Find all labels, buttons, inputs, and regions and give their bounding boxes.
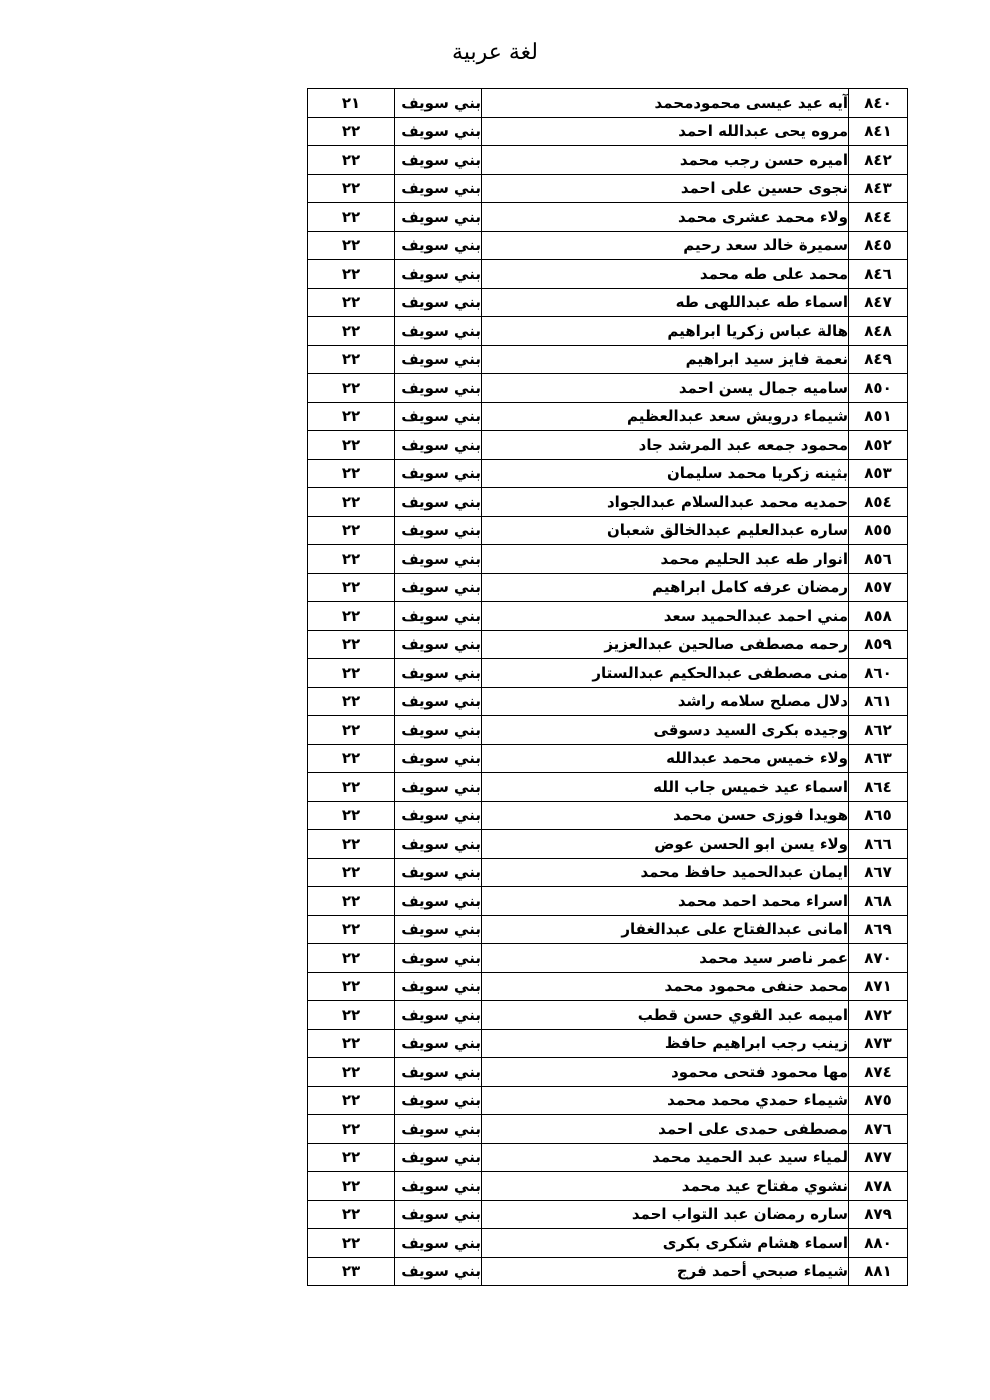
student-name: شيماء درويش سعد عبدالعظيم <box>482 402 849 431</box>
group-code: ٢٢ <box>308 402 395 431</box>
group-code: ٢٢ <box>308 830 395 859</box>
group-code: ٢٢ <box>308 1229 395 1258</box>
governorate: بني سويف <box>395 260 482 289</box>
table-row <box>308 402 908 431</box>
table-row <box>308 830 908 859</box>
table-row <box>308 1200 908 1229</box>
governorate: بني سويف <box>395 402 482 431</box>
student-name: امانى عبدالفتاح على عبدالغفار <box>482 915 849 944</box>
table-row <box>308 374 908 403</box>
row-number: ٨٤٧ <box>849 288 908 317</box>
table-row <box>308 488 908 517</box>
student-name: ايمان عبدالحميد حافظ محمد <box>482 858 849 887</box>
table-row <box>308 944 908 973</box>
governorate: بني سويف <box>395 887 482 916</box>
row-number: ٨٤٦ <box>849 260 908 289</box>
student-name: مها محمود فتحى محمود <box>482 1058 849 1087</box>
group-code: ٢٢ <box>308 858 395 887</box>
group-code: ٢٢ <box>308 488 395 517</box>
table-row <box>308 288 908 317</box>
student-name: اميره حسن رجب محمد <box>482 146 849 175</box>
group-code: ٢٢ <box>308 1086 395 1115</box>
student-name: هالة عباس زكريا ابراهيم <box>482 317 849 346</box>
table-row <box>308 773 908 802</box>
group-code: ٢٢ <box>308 317 395 346</box>
row-number: ٨٥٣ <box>849 459 908 488</box>
student-name: اسراء محمد احمد محمد <box>482 887 849 916</box>
governorate: بني سويف <box>395 203 482 232</box>
governorate: بني سويف <box>395 516 482 545</box>
table-row <box>308 858 908 887</box>
table-row <box>308 972 908 1001</box>
student-name: ساره رمضان عبد التواب احمد <box>482 1200 849 1229</box>
row-number: ٨٥١ <box>849 402 908 431</box>
row-number: ٨٤٣ <box>849 174 908 203</box>
student-name: محمد على طه محمد <box>482 260 849 289</box>
student-name: منى مصطفى عبدالحكيم عبدالستار <box>482 659 849 688</box>
governorate: بني سويف <box>395 1200 482 1229</box>
governorate: بني سويف <box>395 1257 482 1286</box>
page-title: لغة عربية <box>452 40 538 65</box>
row-number: ٨٨٠ <box>849 1229 908 1258</box>
table-row <box>308 687 908 716</box>
table-row <box>308 573 908 602</box>
student-name: محمد حنفى محمود محمد <box>482 972 849 1001</box>
student-name: ولاء يسن ابو الحسن عوض <box>482 830 849 859</box>
governorate: بني سويف <box>395 317 482 346</box>
group-code: ٢٢ <box>308 374 395 403</box>
group-code: ٢٢ <box>308 744 395 773</box>
governorate: بني سويف <box>395 488 482 517</box>
group-code: ٢٢ <box>308 1001 395 1030</box>
governorate: بني سويف <box>395 1115 482 1144</box>
row-number: ٨٤٠ <box>849 89 908 118</box>
row-number: ٨٥٩ <box>849 630 908 659</box>
student-name: نعمة فايز سيد ابراهيم <box>482 345 849 374</box>
student-name: رحمه مصطفى صالحين عبدالعزيز <box>482 630 849 659</box>
student-name: هويدا فوزى حسن محمد <box>482 801 849 830</box>
table-row <box>308 1115 908 1144</box>
student-name: رمضان عرفه كامل ابراهيم <box>482 573 849 602</box>
group-code: ٢٢ <box>308 431 395 460</box>
student-name: زينب رجب ابراهيم حافظ <box>482 1029 849 1058</box>
student-name: مروه يحى عبدالله احمد <box>482 117 849 146</box>
group-code: ٢٢ <box>308 174 395 203</box>
row-number: ٨٦٤ <box>849 773 908 802</box>
governorate: بني سويف <box>395 1001 482 1030</box>
student-name: مني احمد عبدالحميد سعد <box>482 602 849 631</box>
table-row <box>308 744 908 773</box>
row-number: ٨٤٨ <box>849 317 908 346</box>
student-name: ساميه جمال يسن احمد <box>482 374 849 403</box>
table-row <box>308 1058 908 1087</box>
student-name: مصطفى حمدى على احمد <box>482 1115 849 1144</box>
governorate: بني سويف <box>395 659 482 688</box>
group-code: ٢٢ <box>308 687 395 716</box>
governorate: بني سويف <box>395 830 482 859</box>
row-number: ٨٥٦ <box>849 545 908 574</box>
group-code: ٢٢ <box>308 1143 395 1172</box>
student-name: اسماء عيد خميس جاب الله <box>482 773 849 802</box>
table-row <box>308 887 908 916</box>
table-row <box>308 602 908 631</box>
row-number: ٨٦٦ <box>849 830 908 859</box>
table-row <box>308 317 908 346</box>
row-number: ٨٥٠ <box>849 374 908 403</box>
row-number: ٨٥٤ <box>849 488 908 517</box>
governorate: بني سويف <box>395 602 482 631</box>
student-name: ولاء خميس محمد عبدالله <box>482 744 849 773</box>
table-row <box>308 146 908 175</box>
governorate: بني سويف <box>395 1229 482 1258</box>
governorate: بني سويف <box>395 573 482 602</box>
table-row <box>308 915 908 944</box>
row-number: ٨٤٥ <box>849 231 908 260</box>
row-number: ٨٦٠ <box>849 659 908 688</box>
governorate: بني سويف <box>395 1143 482 1172</box>
governorate: بني سويف <box>395 1029 482 1058</box>
student-name: نجوى حسين على احمد <box>482 174 849 203</box>
group-code: ٢٢ <box>308 972 395 1001</box>
table-row <box>308 1086 908 1115</box>
row-number: ٨٦٣ <box>849 744 908 773</box>
table-row <box>308 89 908 118</box>
row-number: ٨٧٣ <box>849 1029 908 1058</box>
student-name: سميرة خالد سعد رحيم <box>482 231 849 260</box>
group-code: ٢٢ <box>308 345 395 374</box>
row-number: ٨٦٥ <box>849 801 908 830</box>
table-row <box>308 459 908 488</box>
table-row <box>308 117 908 146</box>
group-code: ٢٢ <box>308 516 395 545</box>
student-name: حمديه محمد عبدالسلام عبدالجواد <box>482 488 849 517</box>
governorate: بني سويف <box>395 345 482 374</box>
row-number: ٨٥٢ <box>849 431 908 460</box>
student-name: شيماء حمدي محمد محمد <box>482 1086 849 1115</box>
table-row <box>308 801 908 830</box>
row-number: ٨٦٨ <box>849 887 908 916</box>
group-code: ٢٢ <box>308 231 395 260</box>
table-row <box>308 1143 908 1172</box>
group-code: ٢٢ <box>308 1058 395 1087</box>
governorate: بني سويف <box>395 801 482 830</box>
row-number: ٨٤٤ <box>849 203 908 232</box>
table-row <box>308 1229 908 1258</box>
governorate: بني سويف <box>395 374 482 403</box>
table-row <box>308 231 908 260</box>
row-number: ٨٧٦ <box>849 1115 908 1144</box>
roster-table <box>307 88 908 1286</box>
group-code: ٢٢ <box>308 602 395 631</box>
student-name: دلال مصلح سلامه راشد <box>482 687 849 716</box>
table-row <box>308 345 908 374</box>
governorate: بني سويف <box>395 431 482 460</box>
group-code: ٢٢ <box>308 117 395 146</box>
group-code: ٢٢ <box>308 146 395 175</box>
governorate: بني سويف <box>395 545 482 574</box>
row-number: ٨٦٧ <box>849 858 908 887</box>
table-row <box>308 1257 908 1286</box>
row-number: ٨٥٨ <box>849 602 908 631</box>
governorate: بني سويف <box>395 89 482 118</box>
group-code: ٢٢ <box>308 716 395 745</box>
group-code: ٢٢ <box>308 573 395 602</box>
group-code: ٢٢ <box>308 1029 395 1058</box>
row-number: ٨٨١ <box>849 1257 908 1286</box>
group-code: ٢٢ <box>308 288 395 317</box>
row-number: ٨٧٧ <box>849 1143 908 1172</box>
student-name: اسماء هشام شكرى بكرى <box>482 1229 849 1258</box>
governorate: بني سويف <box>395 288 482 317</box>
table-row <box>308 716 908 745</box>
governorate: بني سويف <box>395 972 482 1001</box>
row-number: ٨٦٩ <box>849 915 908 944</box>
governorate: بني سويف <box>395 1058 482 1087</box>
group-code: ٢٢ <box>308 659 395 688</box>
student-name: شيماء صبحي أحمد فرج <box>482 1257 849 1286</box>
governorate: بني سويف <box>395 858 482 887</box>
student-name: اميمه عبد القوي حسن قطب <box>482 1001 849 1030</box>
governorate: بني سويف <box>395 459 482 488</box>
student-name: بثينه زكريا محمد سليمان <box>482 459 849 488</box>
governorate: بني سويف <box>395 687 482 716</box>
table-row <box>308 174 908 203</box>
student-name: عمر ناصر سيد محمد <box>482 944 849 973</box>
table-row <box>308 431 908 460</box>
governorate: بني سويف <box>395 1086 482 1115</box>
governorate: بني سويف <box>395 174 482 203</box>
group-code: ٢٣ <box>308 1257 395 1286</box>
governorate: بني سويف <box>395 231 482 260</box>
group-code: ٢٢ <box>308 203 395 232</box>
student-name: انوار طه عبد الحليم محمد <box>482 545 849 574</box>
table-row <box>308 659 908 688</box>
group-code: ٢٢ <box>308 1200 395 1229</box>
group-code: ٢٢ <box>308 630 395 659</box>
table-row <box>308 1001 908 1030</box>
row-number: ٨٧٤ <box>849 1058 908 1087</box>
group-code: ٢٢ <box>308 773 395 802</box>
row-number: ٨٥٧ <box>849 573 908 602</box>
governorate: بني سويف <box>395 915 482 944</box>
table-row <box>308 1172 908 1201</box>
group-code: ٢٢ <box>308 944 395 973</box>
group-code: ٢٢ <box>308 545 395 574</box>
row-number: ٨٤١ <box>849 117 908 146</box>
row-number: ٨٥٥ <box>849 516 908 545</box>
row-number: ٨٧٢ <box>849 1001 908 1030</box>
governorate: بني سويف <box>395 146 482 175</box>
row-number: ٨٦١ <box>849 687 908 716</box>
group-code: ٢٢ <box>308 915 395 944</box>
group-code: ٢١ <box>308 89 395 118</box>
table-row <box>308 260 908 289</box>
table-row <box>308 516 908 545</box>
student-name: لمياء سيد عبد الحميد محمد <box>482 1143 849 1172</box>
student-name: ساره عبدالعليم عبدالخالق شعبان <box>482 516 849 545</box>
row-number: ٨٤٩ <box>849 345 908 374</box>
row-number: ٨٧٠ <box>849 944 908 973</box>
group-code: ٢٢ <box>308 1115 395 1144</box>
roster-body <box>308 89 908 1286</box>
row-number: ٨٧٨ <box>849 1172 908 1201</box>
governorate: بني سويف <box>395 744 482 773</box>
governorate: بني سويف <box>395 773 482 802</box>
table-row <box>308 203 908 232</box>
student-name: محمود جمعه عبد المرشد جاد <box>482 431 849 460</box>
group-code: ٢٢ <box>308 260 395 289</box>
group-code: ٢٢ <box>308 887 395 916</box>
group-code: ٢٢ <box>308 459 395 488</box>
student-name: ولاء محمد عشرى محمد <box>482 203 849 232</box>
table-row <box>308 1029 908 1058</box>
student-name: اسماء طه عبداللهى طه <box>482 288 849 317</box>
student-name: آيه عيد عيسى محمودمحمد <box>482 89 849 118</box>
table-row <box>308 630 908 659</box>
group-code: ٢٢ <box>308 1172 395 1201</box>
group-code: ٢٢ <box>308 801 395 830</box>
row-number: ٨٦٢ <box>849 716 908 745</box>
row-number: ٨٤٢ <box>849 146 908 175</box>
row-number: ٨٧١ <box>849 972 908 1001</box>
governorate: بني سويف <box>395 117 482 146</box>
row-number: ٨٧٩ <box>849 1200 908 1229</box>
table-row <box>308 545 908 574</box>
student-name: نشوي مفتاح عيد محمد <box>482 1172 849 1201</box>
governorate: بني سويف <box>395 716 482 745</box>
governorate: بني سويف <box>395 944 482 973</box>
governorate: بني سويف <box>395 630 482 659</box>
student-name: وجيده بكرى السيد دسوقى <box>482 716 849 745</box>
governorate: بني سويف <box>395 1172 482 1201</box>
row-number: ٨٧٥ <box>849 1086 908 1115</box>
